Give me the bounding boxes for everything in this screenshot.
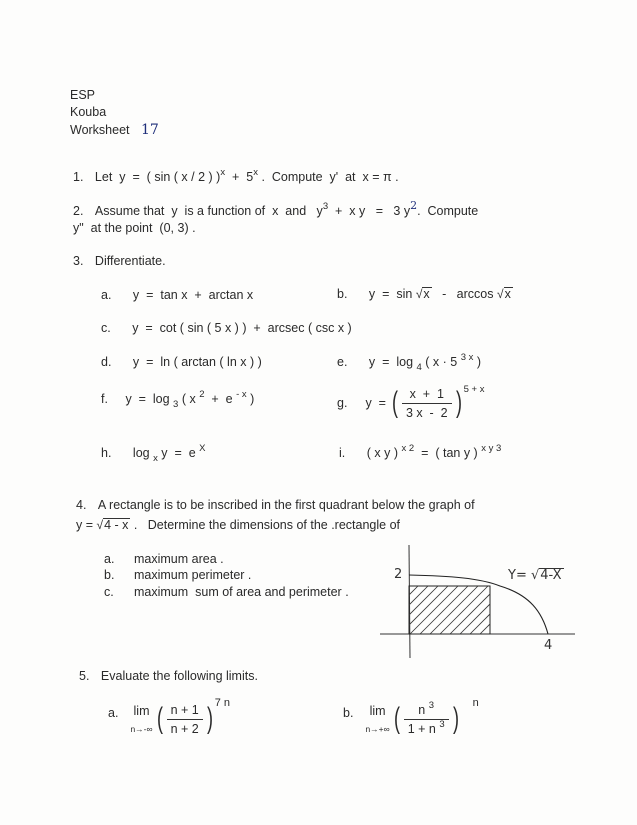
numerator: x + 1 xyxy=(402,387,452,404)
expression: + e xyxy=(204,392,237,406)
expression: ( x · 5 xyxy=(421,355,461,369)
graph-curve-label xyxy=(508,568,564,583)
exponent: x xyxy=(220,167,226,178)
item-3i xyxy=(339,443,502,460)
expression: ) xyxy=(473,355,482,369)
item-label: e. xyxy=(337,355,348,369)
numerator-base: n xyxy=(418,702,429,717)
denominator: 3 x - 2 xyxy=(405,405,448,420)
problem-5-heading xyxy=(79,669,258,683)
exponent: 5 + x xyxy=(463,384,485,395)
handwritten-exponent: 2 xyxy=(410,199,418,212)
sqrt-sign: √ xyxy=(496,287,504,301)
sqrt-sign: √ xyxy=(415,287,423,301)
limit-operator xyxy=(365,704,389,734)
item-text: maximum sum of area and perimeter . xyxy=(134,585,349,599)
item-label: f. xyxy=(101,392,108,406)
item-5b xyxy=(343,694,479,744)
exponent: 3 x xyxy=(460,352,474,363)
radicand: x xyxy=(423,287,430,301)
item-label: c. xyxy=(101,321,111,335)
lim-text: lim xyxy=(133,704,150,718)
problem-number: 2. xyxy=(73,204,84,218)
expression: - arccos xyxy=(431,287,497,301)
item-label: a. xyxy=(104,552,115,566)
problem-4-line-2 xyxy=(76,518,400,532)
problem-text: . Compute y' at x = π . xyxy=(257,170,399,184)
item-label: c. xyxy=(104,585,114,599)
problem-number: 1. xyxy=(73,170,84,184)
item-3f xyxy=(101,389,255,410)
radicand: x xyxy=(504,287,511,301)
left-paren: ( xyxy=(156,702,163,735)
curve-label-text: Y= xyxy=(508,568,531,583)
item-label: a. xyxy=(108,706,119,720)
expression: y = xyxy=(365,396,386,410)
fraction xyxy=(167,703,203,736)
log-base: 3 xyxy=(173,399,179,410)
problem-3-heading xyxy=(73,254,166,268)
left-paren: ( xyxy=(393,702,400,735)
worksheet-label: Worksheet xyxy=(70,123,130,137)
problem-number: 5. xyxy=(79,669,90,683)
right-paren: ) xyxy=(206,702,213,735)
sqrt-sign: √ xyxy=(530,568,540,583)
radicand: 4 - x xyxy=(104,518,129,532)
item-3c xyxy=(101,321,352,335)
exponent: x xyxy=(253,167,258,178)
right-paren: ) xyxy=(452,702,459,735)
fraction xyxy=(402,387,452,420)
exponent: - x xyxy=(236,389,247,400)
problem-text: Let y = ( sin ( x / 2 ) ) xyxy=(94,170,221,184)
left-paren: ( xyxy=(391,386,398,419)
exponent: 3 xyxy=(322,201,329,212)
denominator-base: 1 + n xyxy=(407,721,440,736)
header-instructor: Kouba xyxy=(70,105,107,119)
item-label: d. xyxy=(101,355,112,369)
item-3d xyxy=(101,355,262,369)
problem-number: 3. xyxy=(73,254,84,268)
problem-text: Assume that y is a function of x and y xyxy=(94,204,323,218)
problem-number: 4. xyxy=(76,498,87,512)
expression: = ( tan y ) xyxy=(414,446,482,460)
expression: log xyxy=(132,446,154,460)
graph-x-label: 4 xyxy=(544,638,553,653)
problem-4 xyxy=(76,498,475,512)
problem-text: . Determine the dimensions of the .rectangle of xyxy=(130,518,400,532)
log-base: 4 xyxy=(416,362,422,373)
expression: y = e xyxy=(157,446,200,460)
radicand: 4-X xyxy=(540,568,562,583)
fraction xyxy=(404,699,449,736)
item-label: b. xyxy=(343,706,354,720)
item-3a xyxy=(101,288,253,302)
denominator: n + 2 xyxy=(170,721,199,736)
problem-title: Evaluate the following limits. xyxy=(100,669,258,683)
denominator xyxy=(404,720,449,736)
rectangle-graph xyxy=(370,540,610,665)
exponent: 2 xyxy=(199,389,205,400)
item-label: i. xyxy=(339,446,346,460)
exponent: 3 xyxy=(428,699,435,711)
item-text: maximum area . xyxy=(134,552,224,566)
item-3e xyxy=(337,352,482,373)
exponent: x 2 xyxy=(401,443,415,454)
expression: y = ln ( arctan ( ln x ) ) xyxy=(132,355,262,369)
exponent: X xyxy=(199,443,206,454)
problem-title: Differentiate. xyxy=(94,254,166,268)
numerator: n + 1 xyxy=(167,703,203,720)
header-course: ESP xyxy=(70,88,96,102)
expression: y = tan x + arctan x xyxy=(132,288,254,302)
log-base: x xyxy=(153,453,158,464)
graph-y-label: 2 xyxy=(394,567,403,582)
header-worksheet xyxy=(70,122,159,138)
item-4a xyxy=(104,552,224,566)
expression: y = sin xyxy=(368,287,416,301)
expression: y = cot ( sin ( 5 x ) ) + arcsec ( csc x ) xyxy=(132,321,352,335)
expression: y = xyxy=(76,518,97,532)
item-3g xyxy=(337,380,485,426)
problem-text: + x y = 3 y xyxy=(328,204,411,218)
item-4b xyxy=(104,568,251,582)
problem-1 xyxy=(73,167,399,184)
expression: ( x y ) xyxy=(366,446,402,460)
numerator xyxy=(404,699,449,720)
item-text: maximum perimeter . xyxy=(134,568,252,582)
lim-subscript: n→-∞ xyxy=(130,724,153,734)
expression: y = log xyxy=(368,355,417,369)
limit-operator xyxy=(130,704,152,734)
exponent: 7 n xyxy=(214,697,231,709)
item-label: h. xyxy=(101,446,112,460)
problem-text: . Compute xyxy=(417,204,479,218)
item-label: b. xyxy=(337,287,348,301)
item-5a xyxy=(108,694,230,744)
problem-text: A rectangle is to be inscribed in the first quadrant below the graph of xyxy=(97,498,475,512)
item-label: b. xyxy=(104,568,115,582)
item-label: g. xyxy=(337,396,348,410)
problem-2 xyxy=(73,199,479,218)
item-label: a. xyxy=(101,288,112,302)
item-3b xyxy=(337,287,513,301)
exponent: n xyxy=(472,697,479,709)
problem-text: + 5 xyxy=(225,170,254,184)
expression: ) xyxy=(246,392,255,406)
expression: ( x xyxy=(178,392,200,406)
expression: y = log xyxy=(125,392,174,406)
worksheet-number: 17 xyxy=(141,122,159,138)
problem-2-line-2: y" at the point (0, 3) . xyxy=(73,221,196,235)
exponent: x y 3 xyxy=(481,443,502,454)
item-4c xyxy=(104,585,349,599)
exponent: 3 xyxy=(439,718,445,730)
lim-subscript: n→+∞ xyxy=(365,724,390,734)
lim-text: lim xyxy=(369,704,386,718)
item-3h xyxy=(101,443,206,464)
right-paren: ) xyxy=(455,386,462,419)
hatching xyxy=(370,586,528,634)
sqrt-sign: √ xyxy=(96,518,104,532)
